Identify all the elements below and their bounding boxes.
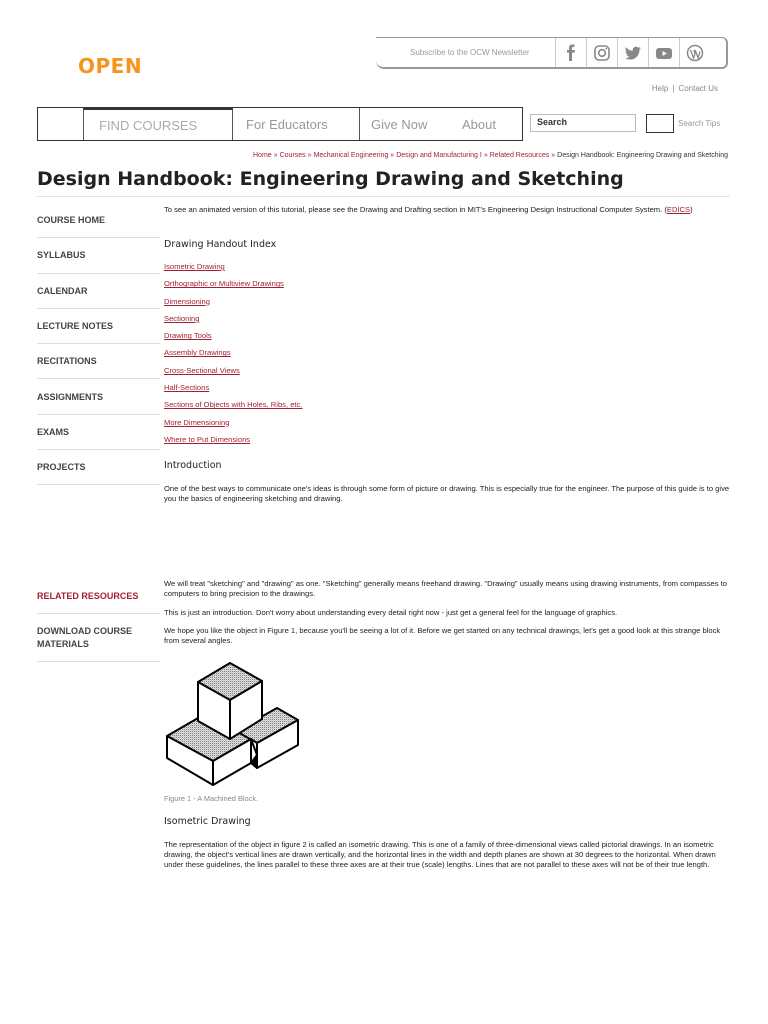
newsletter-link[interactable]: Subscribe to the OCW Newsletter [410, 48, 530, 57]
sidebar-item-download-course-materials[interactable]: DOWNLOAD COURSE MATERIALS [37, 614, 160, 662]
course-sidebar [37, 203, 160, 485]
sidebar-item-recitations[interactable]: RECITATIONS [37, 344, 160, 379]
nav-give-now[interactable]: Give Now [371, 116, 428, 132]
breadcrumb-separator: » [307, 152, 312, 159]
nav-spacer [38, 108, 83, 140]
page-title: Design Handbook: Engineering Drawing and Sketching [37, 168, 624, 190]
breadcrumb-separator: » [390, 152, 395, 159]
introduction-note-paragraph: This is just an introduction. Don't worry about understanding every detail right now - just get a general feel for the language of graphics. [164, 608, 618, 617]
breadcrumb-current: Design Handbook: Engineering Drawing and Sketching [557, 152, 728, 159]
figure-intro-paragraph: We hope you like the object in Figure 1, because you'll be seeing a lot of it. Before we get started on any technical drawings, let's get a good look at this strange block from several angles. [164, 626, 721, 645]
breadcrumb-related-resources[interactable]: Related Resources [489, 152, 550, 159]
breadcrumb-courses[interactable]: Courses [279, 152, 306, 159]
sidebar-item-course-home[interactable]: COURSE HOME [37, 203, 160, 238]
index-link-dimensioning[interactable]: Dimensioning [164, 296, 211, 306]
title-divider [37, 196, 730, 197]
search-tips-link[interactable]: Search Tips [678, 119, 721, 128]
sidebar-item-calendar[interactable]: CALENDAR [37, 274, 160, 309]
wordpress-icon[interactable] [679, 38, 710, 67]
index-link-orthographic[interactable]: Orthographic or Multiview Drawings [164, 279, 284, 289]
youtube-icon[interactable] [648, 38, 679, 67]
breadcrumb-home[interactable]: Home [253, 152, 272, 159]
edics-intro-text: To see an animated version of this tutorial, please see the Drawing and Drafting section in MIT's Engineering Design Instructional Computer System. ( [164, 205, 667, 214]
help-link[interactable]: Help [651, 84, 669, 93]
nav-find-courses[interactable]: FIND COURSES [83, 108, 233, 140]
breadcrumb-separator: » [273, 152, 278, 159]
contact-us-link[interactable]: Contact Us [678, 84, 718, 93]
index-link-cross-sectional-views[interactable]: Cross-Sectional Views [164, 365, 240, 375]
index-link-isometric-drawing[interactable]: Isometric Drawing [164, 262, 225, 271]
machined-block-drawing [164, 659, 304, 789]
introduction-heading: Introduction [164, 460, 222, 471]
index-link-half-sections[interactable]: Half-Sections [164, 383, 210, 393]
breadcrumb-design-and-manufacturing[interactable]: Design and Manufacturing I [396, 152, 482, 159]
twitter-icon[interactable] [617, 38, 648, 67]
search-input[interactable]: Search [530, 114, 636, 132]
isometric-drawing-text: The representation of the object in figure 2 is called an isometric drawing. This is one of a family of three-dimensional views called pictorial drawings. In an isometric drawing, the object's vertical lines are drawn vertically, and the horizontal lines in the width and depth planes are shown at 30 degrees to the horizontal. When drawn under these guidelines, the lines parallel to these three axes are at their true (scale) lengths. Lines that are not parallel to these axes will not be of their true length. [164, 840, 716, 869]
index-link-sections-of-objects[interactable]: Sections of Objects with Holes, Ribs, etc. [164, 400, 303, 410]
course-sidebar-secondary [37, 579, 160, 662]
index-heading: Drawing Handout Index [164, 239, 277, 250]
sidebar-item-lecture-notes[interactable]: LECTURE NOTES [37, 309, 160, 344]
introduction-text: One of the best ways to communicate one's ideas is through some form of picture or drawing. This is especially true for the engineer. The purpose of this guide is to give you the basics of engineering sketching and drawing. [164, 484, 730, 503]
index-link-more-dimensioning[interactable]: More Dimensioning [164, 417, 230, 427]
drawing-index-list [164, 262, 732, 452]
breadcrumb [253, 152, 728, 159]
search-button[interactable] [646, 114, 674, 133]
figure-caption: Figure 1 - A Machined Block. [164, 794, 259, 803]
sidebar-item-related-resources[interactable]: RELATED RESOURCES [37, 579, 160, 614]
facebook-icon[interactable] [555, 38, 586, 67]
ocw-logo[interactable]: OPEN [78, 54, 143, 78]
isometric-drawing-heading: Isometric Drawing [164, 816, 251, 827]
instagram-icon[interactable] [586, 38, 617, 67]
social-icons [555, 38, 710, 67]
help-links [652, 84, 718, 93]
help-separator: | [672, 84, 675, 93]
sketching-paragraph: We will treat "sketching" and "drawing" as one. "Sketching" generally means freehand drawing. "Drawing" usually means using drawing instruments, from compasses to computers to bring precision to the drawings. [164, 579, 727, 598]
breadcrumb-separator: » [551, 152, 556, 159]
sidebar-item-projects[interactable]: PROJECTS [37, 450, 160, 485]
machined-block-figure [164, 659, 304, 789]
breadcrumb-mechanical-engineering[interactable]: Mechanical Engineering [313, 152, 389, 159]
index-link-where-to-put-dimensions[interactable]: Where to Put Dimensions [164, 434, 251, 444]
breadcrumb-separator: » [483, 152, 488, 159]
nav-about[interactable]: About [462, 116, 496, 132]
index-link-drawing-tools[interactable]: Drawing Tools [164, 331, 212, 341]
nav-for-educators[interactable]: For Educators [233, 108, 360, 140]
sidebar-item-exams[interactable]: EXAMS [37, 415, 160, 450]
sidebar-item-syllabus[interactable]: SYLLABUS [37, 238, 160, 273]
main-nav [37, 107, 523, 141]
sidebar-item-assignments[interactable]: ASSIGNMENTS [37, 379, 160, 414]
social-bar [376, 37, 728, 69]
edics-link[interactable]: EDICS [666, 205, 691, 214]
edics-intro [164, 205, 732, 215]
index-link-assembly-drawings[interactable]: Assembly Drawings [164, 348, 231, 358]
edics-intro-close: ) [690, 205, 693, 214]
index-link-sectioning[interactable]: Sectioning [164, 313, 200, 323]
